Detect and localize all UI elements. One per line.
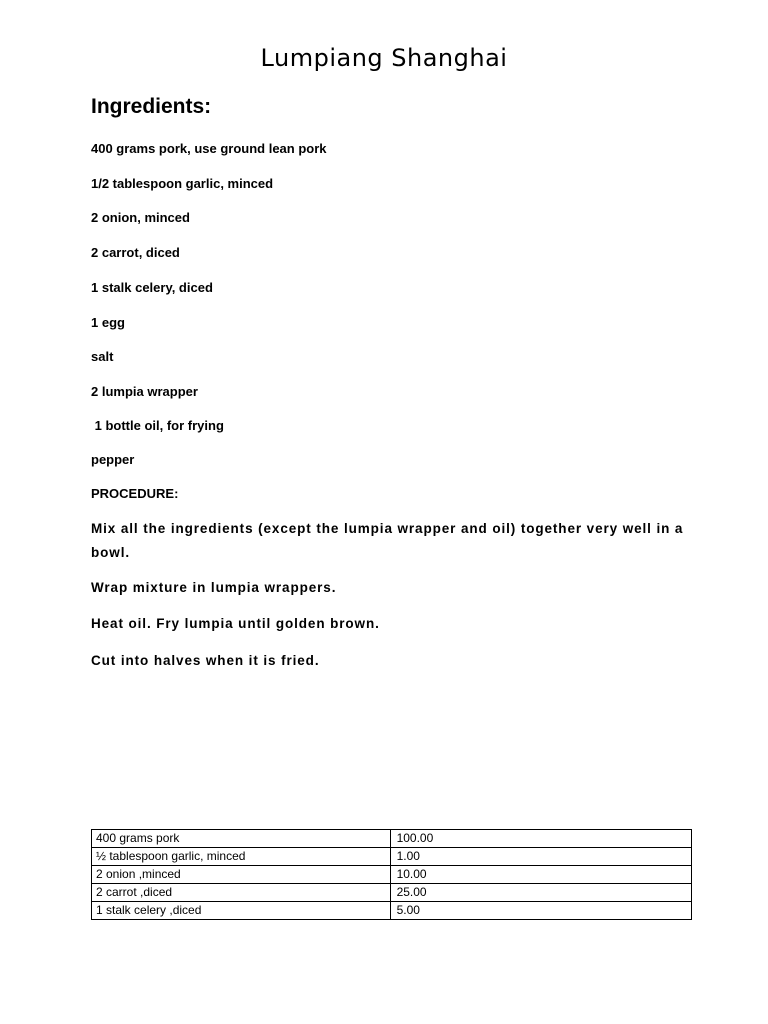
price-cell: 5.00	[390, 902, 691, 920]
ingredient-item: 400 grams pork, use ground lean pork	[91, 141, 327, 156]
ingredients-heading: Ingredients:	[91, 95, 212, 118]
ingredient-item: pepper	[91, 452, 135, 467]
price-cell: 1.00	[390, 848, 691, 866]
item-cell: 2 carrot ,diced	[92, 884, 391, 902]
page-title: Lumpiang Shanghai	[260, 44, 508, 72]
table-row	[92, 902, 692, 920]
table-row	[92, 848, 692, 866]
price-cell: 25.00	[390, 884, 691, 902]
ingredient-item: 2 lumpia wrapper	[91, 384, 198, 399]
procedure-heading: PROCEDURE:	[91, 486, 179, 501]
price-cell: 100.00	[390, 830, 691, 848]
procedure-step: Heat oil. Fry lumpia until golden brown.	[91, 616, 380, 631]
procedure-step: Cut into halves when it is fried.	[91, 653, 320, 668]
procedure-step: Wrap mixture in lumpia wrappers.	[91, 580, 337, 595]
ingredient-item: salt	[91, 349, 114, 364]
ingredient-item: 1 stalk celery, diced	[91, 280, 213, 295]
procedure-step: Mix all the ingredients (except the lumpia wrapper and oil) together very well in a bowl.	[91, 521, 684, 560]
ingredient-item: 1 bottle oil, for frying	[91, 418, 224, 433]
table-row	[92, 866, 692, 884]
table-row	[92, 830, 692, 848]
item-cell: ½ tablespoon garlic, minced	[92, 848, 391, 866]
ingredient-item: 2 carrot, diced	[91, 245, 180, 260]
ingredient-item: 1 egg	[91, 315, 125, 330]
price-cell: 10.00	[390, 866, 691, 884]
ingredient-item: 1/2 tablespoon garlic, minced	[91, 176, 274, 191]
item-cell: 400 grams pork	[92, 830, 391, 848]
cost-table	[91, 829, 692, 920]
table-row	[92, 884, 692, 902]
item-cell: 1 stalk celery ,diced	[92, 902, 391, 920]
item-cell: 2 onion ,minced	[92, 866, 391, 884]
ingredient-item: 2 onion, minced	[91, 210, 190, 225]
